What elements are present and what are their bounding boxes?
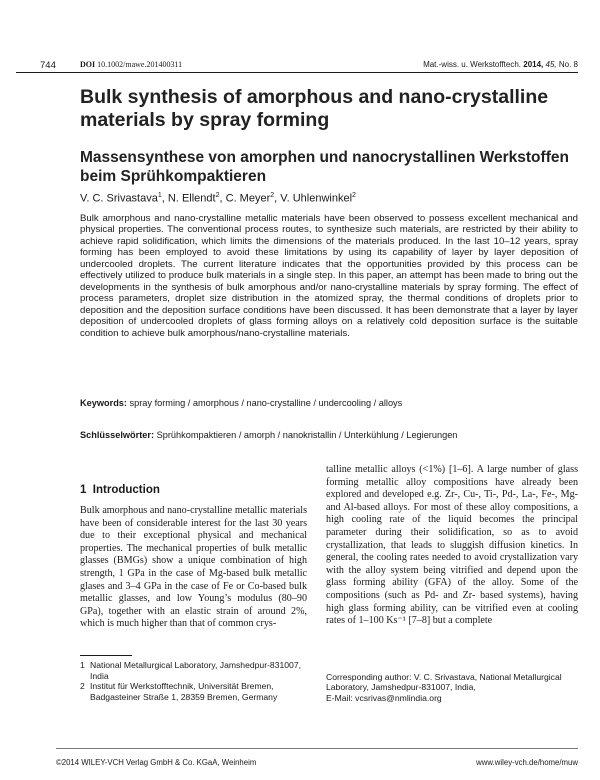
author-separator: , [219, 192, 226, 205]
author-affiliation: 2 [215, 192, 220, 199]
author: N. Ellendt [167, 192, 216, 205]
body-text-right-column: talline metallic alloys (<1%) [1–6]. A large number of glass forming metallic alloy compositions have already been explored and developed e.g. Zr-, Cu-, Ti-, Pd-, La-, Fe-, Mg- and Al-based alloys. For most of these alloy compositions, a high cooling rate of the liquid becomes the principal parameter during their solidification, so as to avoid crystallization, that leads to sluggish diffusion kinetics. In general, the cooling rates needed to avoid crystallization vary with the alloy system being vitrified and depend upon the glass forming ability (GFA) of the alloy. Some of the compositions (such as Pd- and Zr- based systems), having high glass forming ability, can be vitrified even at cooling rates of 1–100 Ks⁻¹ [7–8] but a complete [326, 464, 578, 627]
keywords-german [80, 430, 578, 441]
footer-rule [56, 748, 578, 749]
footnote-number: 2 [80, 681, 85, 692]
keywords-german-text: Sprühkompaktieren / amorph / nanokristallin / Unterkühlung / Legierungen [156, 430, 458, 440]
corresponding-author-text: Corresponding author: V. C. Srivastava, National Metallurgical Laboratory, Jamshedpur-831007, India, [326, 672, 562, 693]
author-separator: , [161, 192, 168, 205]
footnotes [80, 660, 307, 702]
doi-value: 10.1002/mawe.201400311 [97, 60, 183, 69]
page-number: 744 [40, 60, 56, 71]
doi-label: DOI [80, 60, 96, 69]
footnote-rule [80, 655, 132, 656]
email-label: E-Mail: [326, 692, 353, 703]
journal-volume: 45, [545, 60, 557, 69]
keywords-text: spray forming / amorphous / nano-crystalline / undercooling / alloys [129, 398, 403, 408]
abstract: Bulk amorphous and nano-crystalline metallic materials have been observed to possess excellent mechanical and physical properties. The conventional process routes, to synthesize such materials, are restricted by their ability to achieve rapid solidification, which limits the dimensions of the materials produced. In the last 10–12 years, spray forming has been employed to avoid these limitations by using its capability of layer by layer deposition of undercooled droplets. The current literature indicates that the opportunities provided by this process can be effectively utilized to produce bulk materials in a single step. In this paper, an attempt has been made to bring out the developments in the synthesis of bulk amorphous and/or nano-crystalline materials by spray forming. The effect of process parameters, droplet size distribution in the atomized spray, the thermal conditions of droplets prior to deposition and the deposition surface conditions have been discussed. It has been demonstrate that a layer by layer deposition of undercooled droplets of glass forming alloys on a relatively cold deposition surface is the suitable condition to achieve bulk amorphous/nano-crystalline materials. [80, 213, 578, 339]
article-title: Bulk synthesis of amorphous and nano-crystalline materials by spray forming [80, 86, 549, 131]
email-address[interactable]: vcsrivas@nmlindia.org [355, 692, 442, 703]
doi[interactable] [80, 60, 182, 69]
header-rule [16, 72, 578, 73]
footnote [80, 660, 307, 681]
journal-info [423, 60, 578, 69]
body-text-left-column: Bulk amorphous and nano-crystalline metallic materials have been of considerable interest for the last 30 years due to their exceptional physical and mechanical properties. The mechanical properties of bulk metallic glasses (BMGs) show a unique combination of high strength, 1 GPa in the case of Mg-based bulk metallic glases and 3–4 GPa in the case of Fe or Co-based bulk metallic glasses, and low Young’s modulus (80–90 GPa), together with an elastic strain of around 2%, which is much higher than that of common crys- [80, 505, 307, 630]
journal-year: 2014, [523, 60, 544, 69]
section-number: 1 [80, 484, 87, 496]
keywords [80, 398, 578, 408]
author-separator: , [274, 192, 281, 205]
journal-issue: No. 8 [558, 60, 578, 69]
author-affiliation: 2 [270, 192, 275, 199]
copyright: ©2014 WILEY-VCH Verlag GmbH & Co. KGaA, Weinheim [56, 758, 257, 767]
article-title-german: Massensynthese von amorphen und nanocrystallinen Werkstoffen beim Sprühkompaktieren [80, 149, 569, 185]
footnote-text: National Metallurgical Laboratory, Jamshedpur-831007, India [90, 660, 301, 681]
corresponding-author [326, 672, 578, 703]
publisher-website[interactable]: www.wiley-vch.de/home/muw [476, 758, 578, 767]
author-affiliation: 2 [352, 192, 356, 199]
journal-name: Mat.-wiss. u. Werkstofftech. [423, 60, 522, 69]
keywords-german-label: Schlüsselwörter: [80, 430, 155, 440]
author: C. Meyer [225, 192, 271, 205]
author-list [80, 192, 356, 205]
section-title: Introduction [92, 484, 160, 496]
section-heading [80, 484, 160, 496]
email-line [326, 693, 578, 703]
footnote-number: 1 [80, 660, 85, 670]
footnote [80, 681, 307, 702]
author: V. Uhlenwinkel [280, 192, 353, 205]
author: V. C. Srivastava [80, 192, 158, 205]
keywords-label: Keywords: [80, 398, 127, 408]
author-affiliation: 1 [157, 192, 162, 199]
footnote-text: Institut für Werkstofftechnik, Universität Bremen, Badgasteiner Straße 1, 28359 Bremen, Germany [90, 681, 278, 702]
